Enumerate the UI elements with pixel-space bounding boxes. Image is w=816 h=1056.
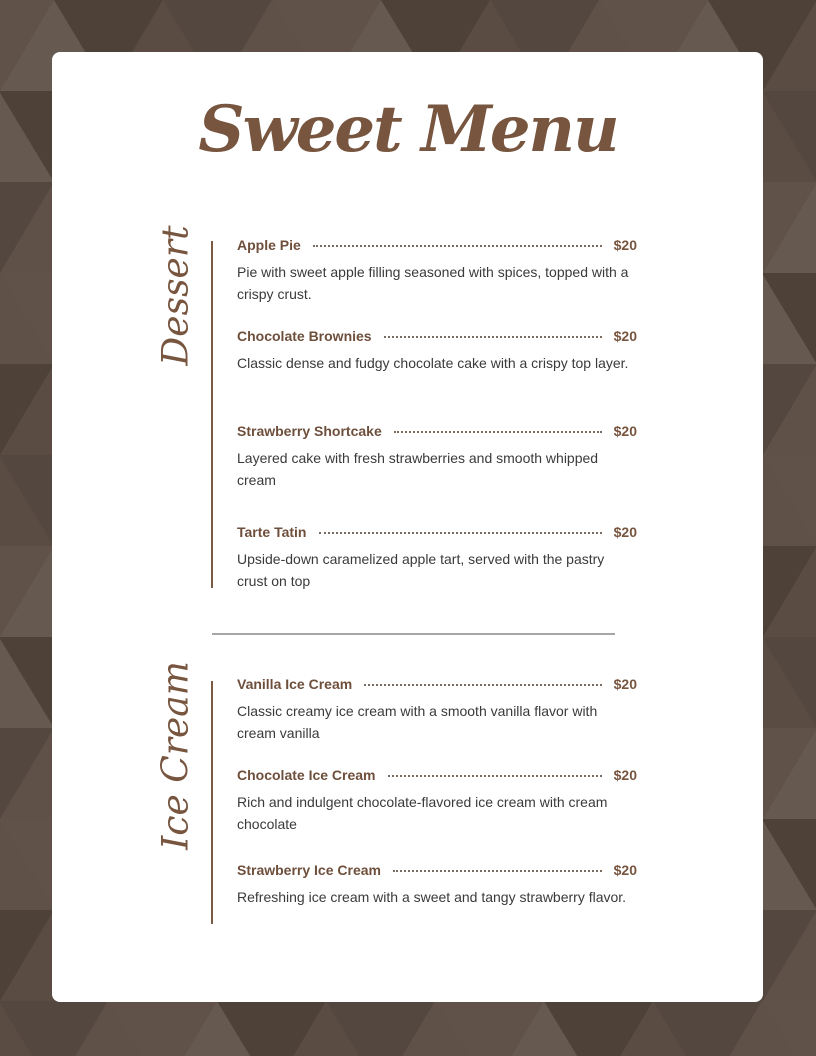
item-name: Chocolate Brownies: [237, 328, 372, 344]
dot-leader: [388, 775, 602, 777]
menu-item-header: [237, 522, 637, 542]
item-price: $20: [613, 862, 637, 878]
item-name: Apple Pie: [237, 237, 301, 253]
menu-item: [237, 421, 637, 491]
menu-item-header: [237, 421, 637, 441]
menu-item: [237, 522, 637, 592]
section-label-ice-cream: Ice Cream: [155, 661, 197, 850]
dot-leader: [394, 431, 602, 433]
item-price: $20: [613, 676, 637, 692]
menu-item: [237, 860, 637, 908]
menu-item-header: [237, 326, 637, 346]
menu-item-header: [237, 860, 637, 880]
item-name: Strawberry Shortcake: [237, 423, 382, 439]
menu-item: [237, 326, 637, 374]
page-title: Sweet Menu: [198, 92, 618, 167]
item-description: Pie with sweet apple filling seasoned with spices, topped with a crispy crust.: [237, 264, 629, 302]
item-description: Layered cake with fresh strawberries and smooth whipped cream: [237, 450, 599, 488]
item-price: $20: [613, 423, 637, 439]
item-price: $20: [613, 237, 637, 253]
item-price: $20: [613, 524, 637, 540]
item-description: Upside-down caramelized apple tart, served with the pastry crust on top: [237, 551, 605, 589]
dot-leader: [319, 532, 602, 534]
item-name: Tarte Tatin: [237, 524, 307, 540]
dot-leader: [364, 684, 601, 686]
section-divider: [212, 633, 615, 635]
item-description: Classic creamy ice cream with a smooth vanilla flavor with cream vanilla: [237, 703, 598, 741]
item-price: $20: [613, 767, 637, 783]
section-rule: [211, 681, 213, 924]
menu-item-header: [237, 674, 637, 694]
section-label-dessert: Dessert: [155, 225, 197, 366]
item-name: Vanilla Ice Cream: [237, 676, 353, 692]
item-price: $20: [613, 328, 637, 344]
item-name: Strawberry Ice Cream: [237, 862, 381, 878]
menu-item: [237, 765, 637, 835]
menu-item-header: [237, 765, 637, 785]
menu-item: [237, 235, 637, 305]
item-description: Rich and indulgent chocolate-flavored ice cream with cream chocolate: [237, 794, 608, 832]
item-description: Classic dense and fudgy chocolate cake with a crispy top layer.: [237, 355, 629, 371]
section-rule: [211, 241, 213, 588]
item-description: Refreshing ice cream with a sweet and tangy strawberry flavor.: [237, 889, 627, 905]
dot-leader: [313, 245, 602, 247]
dot-leader: [384, 336, 602, 338]
menu-item: [237, 674, 637, 744]
menu-item-header: [237, 235, 637, 255]
dot-leader: [393, 870, 602, 872]
item-name: Chocolate Ice Cream: [237, 767, 376, 783]
